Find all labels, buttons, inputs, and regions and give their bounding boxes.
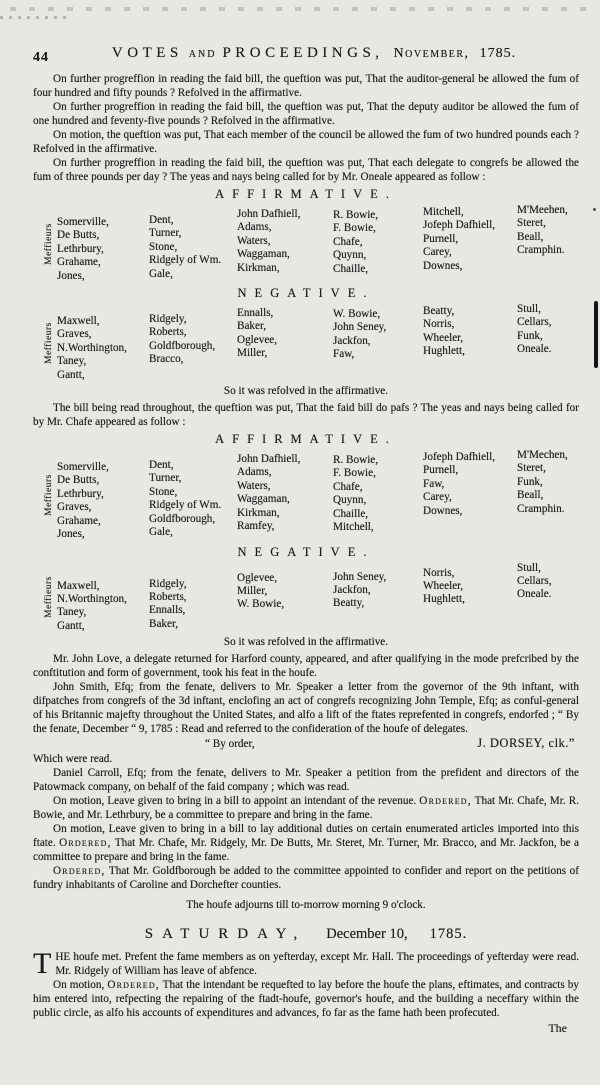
scan-edge-bar-artifact — [594, 301, 598, 368]
vote-column-3 — [237, 572, 333, 634]
voter-name: F. Bowie, — [333, 467, 376, 480]
voter-name: Turner, — [149, 227, 182, 240]
voter-name: Dent, — [149, 459, 174, 472]
paragraph-house-met — [33, 947, 579, 981]
voter-name: Stull, — [517, 303, 541, 316]
voter-name: John Seney, — [333, 321, 387, 334]
voter-name: De Butts, — [57, 229, 100, 242]
clerk-signature: J. DORSEY, clk.” — [477, 736, 575, 751]
vote-column-1 — [57, 216, 149, 283]
voter-name: N.Worthington, — [57, 592, 127, 605]
voter-name: Gale, — [149, 526, 173, 539]
vote-column-5 — [423, 305, 517, 382]
scan-speckle-line — [10, 7, 590, 11]
voter-name: Roberts, — [149, 326, 187, 339]
adjournment-line: The houfe adjourns till to-morrow morning 9 o'clock. — [186, 899, 426, 912]
vote-column-5 — [423, 206, 517, 283]
voter-name: Baker, — [149, 617, 179, 630]
vote-table-negative-1 — [33, 303, 579, 382]
voter-name: Turner, — [149, 472, 182, 485]
scan-speckle-line-left — [0, 16, 70, 19]
voter-name: Mitchell, — [423, 206, 464, 218]
vote-table-negative-2 — [33, 562, 579, 634]
voter-name: Ridgely of Wm. — [149, 499, 222, 512]
title-year: 1785. — [479, 46, 517, 61]
voter-name: Funk, — [517, 329, 543, 342]
voter-name: Jofeph Dafhiell, — [423, 451, 496, 464]
paragraph-text: That the intendant be requefted to lay before the houfe the plans, eftimates, and contracts by him entered into, refpecting the repairing of the ftadt-houfe, governor's houfe, and the building a neceffary within the public circle, as alfo his accounts of expenditures and advances, fo far as the fame hath been profecuted. — [33, 979, 579, 1020]
voter-name: Waters, — [237, 234, 271, 247]
voter-name: Oglevee, — [237, 333, 278, 346]
voter-name: Carey, — [423, 491, 452, 504]
vote-column-6 — [517, 562, 552, 634]
voter-name: Waters, — [237, 479, 271, 492]
voter-name: Quynn, — [333, 249, 367, 262]
messieurs-label: Meffieurs — [44, 474, 54, 517]
paragraph-text: HE houfe met. Prefent the fame members as on yefterday, except Mr. Hall. The proceedings of yefterday were read. Mr. Ridgely of William has leave of abfence. — [55, 951, 579, 978]
voter-name: R. Bowie, — [333, 454, 379, 467]
paragraph-text: On motion, Leave given to bring in a bill to lay additional duties on certain enumerated articles imported into this ftate. — [33, 823, 579, 850]
voter-name: Grahame, — [57, 514, 101, 527]
voter-name: Baker, — [237, 320, 267, 333]
paragraph-text: On motion, — [53, 979, 108, 992]
title-votes: VOTES — [111, 45, 183, 61]
voter-name: F. Bowie, — [333, 222, 376, 235]
resolution-line-2: So it was refolved in the affirmative. — [223, 636, 389, 649]
vote-column-3 — [237, 453, 333, 541]
ordered-label: Ordered, — [59, 837, 112, 850]
voter-name: Downes, — [423, 259, 463, 272]
voter-name: Graves, — [57, 328, 92, 341]
voter-name: Oglevee, — [237, 571, 278, 584]
saturday-label: SATURDAY, — [144, 926, 307, 943]
messieurs-label: Meffieurs — [44, 321, 54, 364]
voter-name: Lethrbury, — [57, 487, 104, 500]
voter-name: Kirkman, — [237, 506, 280, 519]
voter-name: Ridgely, — [149, 577, 187, 590]
voter-name: Adams, — [237, 466, 272, 479]
voter-name: Stull, — [517, 561, 541, 574]
vote-column-2 — [149, 214, 237, 283]
paragraph-text: That Mr. Chafe, Mr. Ridgely, Mr. De Butts, Mr. Steret, Mr. Turner, Mr. Bracco, and Mr. Jackfon, be a committee to prepare and bring in the fame. — [33, 837, 580, 864]
paragraph-john-love: Mr. John Love, a delegate returned for Harford county, appeared, and after qualifying in the mode prefcribed by the conftitution and form of government, took his feat in the houfe. — [33, 653, 579, 680]
vote-column-5 — [423, 567, 517, 634]
vote-column-1 — [57, 580, 149, 634]
vote-column-4 — [333, 454, 423, 541]
vote-column-1 — [57, 315, 149, 382]
voter-name: Gantt, — [57, 619, 85, 632]
voter-name: Waggaman, — [237, 493, 290, 506]
voter-name: Chaille, — [333, 262, 369, 275]
ordered-label: Ordered, — [419, 795, 472, 808]
voter-name: Chaille, — [333, 507, 369, 520]
voter-name: Kirkman, — [237, 261, 280, 274]
voter-name: Quynn, — [333, 494, 367, 507]
catchword: The — [548, 1021, 567, 1036]
voter-name: Cramphin. — [517, 502, 565, 515]
title-proceedings: PROCEEDINGS, — [222, 45, 384, 61]
paragraph-text: That Mr. Chafe, Mr. R. Bowie, and Mr. Lethrbury, be a committee to prepare and bring in the fame. — [33, 795, 579, 822]
voter-name: Lethrbury, — [57, 242, 104, 255]
voter-name: Beatty, — [333, 597, 365, 610]
paragraph-bill-pass: The bill being read throughout, the queftion was put, That the faid bill do pafs ? The yeas and nays being called for by Mr. Chafe appeared as follow : — [33, 402, 579, 429]
vote-table-affirmative-1 — [33, 204, 579, 283]
voter-name: Jones, — [57, 269, 85, 282]
voter-name: Roberts, — [149, 590, 187, 603]
paragraph-intendant-ordered — [33, 978, 579, 1020]
voter-name: Wheeler, — [423, 331, 464, 344]
voter-name: Norris, — [423, 318, 455, 331]
paragraph-auditor-general: On further progreffion in reading the faid bill, the queftion was put, That the auditor-general be allowed the fum of four hundred and fifty pounds ? Refolved in the affirmative. — [33, 73, 579, 99]
voter-name: Taney, — [57, 355, 87, 368]
voter-name: Somerville, — [57, 216, 109, 228]
voter-name: M'Mechen, — [517, 449, 568, 462]
voter-name: Stone, — [149, 485, 178, 498]
saturday-date: December 10, — [326, 926, 408, 943]
vote-column-2 — [149, 578, 237, 634]
voter-name: Beall, — [517, 489, 544, 502]
ordered-label: Ordered, — [107, 979, 160, 992]
voter-name: John Dafhiell, — [237, 208, 301, 220]
vote-column-3 — [237, 208, 333, 283]
voter-name: Stone, — [149, 240, 178, 253]
paragraph-text: That Mr. Goldfborough be added to the committee appointed to confider and report on the petitions of fundry inhabitants of Caroline and Dorchefter counties. — [33, 865, 579, 892]
voter-name: W. Bowie, — [237, 598, 285, 611]
voter-name: Beall, — [517, 230, 544, 243]
voter-name: Graves, — [57, 501, 92, 514]
vote-column-6 — [517, 303, 552, 382]
vote-column-2 — [149, 313, 237, 382]
voter-name: Chafe, — [333, 480, 363, 493]
voter-name: Ennalls, — [237, 307, 274, 320]
voter-name: R. Bowie, — [333, 209, 379, 221]
voter-name: Jackfon, — [333, 334, 371, 347]
voter-name: John Seney, — [333, 570, 387, 583]
voter-name: Waggaman, — [237, 248, 290, 261]
voter-name: Adams, — [237, 221, 272, 234]
voter-name: Ramfey, — [237, 520, 275, 533]
drop-cap: T — [33, 947, 52, 981]
voter-name: Norris, — [423, 566, 455, 579]
voter-name: Bracco, — [149, 353, 184, 366]
vote-column-4 — [333, 209, 423, 283]
page-number: 44 — [33, 50, 49, 65]
messieurs-label: Meffieurs — [44, 222, 54, 265]
voter-name: Grahame, — [57, 256, 101, 269]
vote-column-5 — [423, 451, 517, 541]
paragraph-intendant-bill — [33, 794, 579, 822]
voter-name: Maxwell, — [57, 315, 100, 328]
voter-name: Gale, — [149, 267, 173, 280]
voter-name: Purnell, — [423, 232, 459, 245]
voter-name: Hughlett, — [423, 345, 465, 358]
vote-column-6 — [517, 449, 568, 541]
voter-name: Dent, — [149, 214, 174, 226]
messieurs-label: Meffieurs — [44, 576, 54, 619]
voter-name: Taney, — [57, 606, 87, 619]
vote-column-2 — [149, 459, 237, 541]
ordered-label: Ordered, — [53, 865, 106, 878]
voter-name: Chafe, — [333, 235, 363, 248]
voter-name: John Dafhiell, — [237, 453, 301, 466]
saturday-year: 1785. — [429, 926, 468, 943]
voter-name: W. Bowie, — [333, 308, 381, 321]
voter-name: Purnell, — [423, 464, 459, 477]
voter-name: Steret, — [517, 217, 546, 230]
voter-name: M'Meehen, — [517, 204, 568, 216]
affirmative-heading-2: AFFIRMATIVE. — [215, 432, 397, 447]
paragraph-daniel-carroll: Daniel Carroll, Efq; from the fenate, delivers to Mr. Speaker a petition from the prefident and directors of the Patowmack company, on behalf of the faid company ; which was read. — [33, 767, 579, 794]
vote-column-6 — [517, 204, 568, 283]
voter-name: Downes, — [423, 504, 463, 517]
paragraph-goldsborough-committee — [33, 864, 579, 892]
paragraph-text: On motion, Leave given to bring in a bill to appoint an intendant of the revenue. — [53, 795, 420, 808]
voter-name: Ridgely of Wm. — [149, 254, 222, 267]
voter-name: Hughlett, — [423, 593, 465, 606]
voter-name: Jones, — [57, 528, 85, 541]
voter-name: Maxwell, — [57, 579, 100, 592]
voter-name: Funk, — [517, 475, 543, 488]
vote-column-4 — [333, 308, 423, 382]
voter-name: Goldfborough, — [149, 512, 216, 525]
by-order-line — [33, 736, 579, 752]
resolution-line-1: So it was refolved in the affirmative. — [223, 385, 389, 398]
voter-name: Jackfon, — [333, 583, 371, 596]
paragraph-delegate-allowance: On further progreffion in reading the faid bill, the queftion was put, That each delegate to congrefs be allowed the fum of three pounds per day ? The yeas and nays being called for by Mr. Oneale appeared as follow : — [33, 157, 579, 183]
vote-column-4 — [333, 571, 423, 634]
page-header — [33, 44, 579, 65]
voter-name: Oneale. — [517, 343, 552, 356]
voter-name: Beatty, — [423, 305, 455, 318]
voter-name: Jofeph Dafhiell, — [423, 219, 496, 232]
page-title — [49, 44, 579, 62]
voter-name: Mitchell, — [333, 521, 374, 534]
vote-column-1 — [57, 461, 149, 541]
voter-name: Somerville, — [57, 461, 109, 474]
paragraph-john-smith-letter: John Smith, Efq; from the fenate, delivers to Mr. Speaker a letter from the governor of the 9th inftant, with difpatches from congrefs of the 3d inftant, enclofing an act of congrefs recognizing John Temple, Efq; as conful-general of his Britannic majefty throughout the United States, and alfo a lift of the ftates reprefented in congrefs, endorfed ; “ By the fenate, December “ 9, 1785 : Read and referred to the confideration of the houfe of delegates. — [33, 681, 579, 736]
section-date-heading — [33, 925, 579, 943]
title-month: November, — [393, 46, 470, 61]
voter-name: Carey, — [423, 246, 452, 259]
paragraph-deputy-auditor: On further progreffion in reading the faid bill, the queftion was put, That the deputy auditor be allowed the fum of one hundred and feventy-five pounds ? Refolved in the affirmative. — [33, 101, 579, 127]
voter-name: Steret, — [517, 462, 546, 475]
voter-name: Miller, — [237, 584, 268, 597]
negative-heading-1: NEGATIVE. — [237, 286, 375, 301]
title-and: AND — [188, 49, 217, 60]
voter-name: N.Worthington, — [57, 341, 127, 354]
by-order-quote: “ By order, — [205, 738, 255, 751]
negative-heading-2: NEGATIVE. — [237, 544, 375, 559]
voter-name: Ennalls, — [149, 604, 186, 617]
voter-name: Cellars, — [517, 574, 552, 587]
paragraph-duties-bill — [33, 822, 579, 864]
vote-column-3 — [237, 307, 333, 382]
voter-name: Cellars, — [517, 316, 552, 329]
paragraph-which-were-read: Which were read. — [33, 753, 113, 766]
scan-edge-dot-artifact — [593, 208, 596, 211]
voter-name: Oneale. — [517, 588, 552, 601]
voter-name: Faw, — [423, 477, 445, 490]
voter-name: Faw, — [333, 348, 355, 361]
voter-name: Wheeler, — [423, 579, 464, 592]
voter-name: Cramphin. — [517, 244, 565, 257]
affirmative-heading-1: AFFIRMATIVE. — [215, 187, 397, 201]
vote-table-affirmative-2 — [33, 449, 579, 541]
voter-name: Gantt, — [57, 368, 85, 381]
voter-name: Ridgely, — [149, 313, 187, 326]
voter-name: Miller, — [237, 347, 268, 360]
paragraph-council-members: On motion, the queftion was put, That each member of the council be allowed the fum of two hundred pounds each ? Refolved in the affirmative. — [33, 129, 579, 155]
voter-name: De Butts, — [57, 474, 100, 487]
voter-name: Goldfborough, — [149, 339, 216, 352]
